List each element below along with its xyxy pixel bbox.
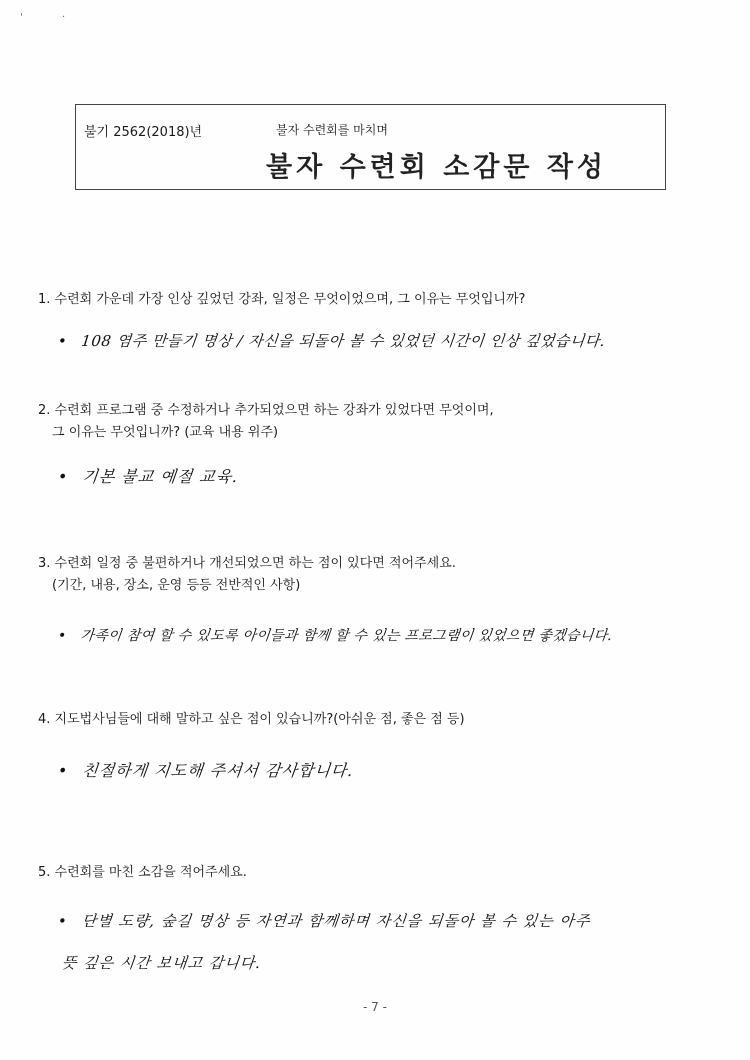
answer-text: 기본 불교 예절 교육. — [81, 467, 240, 486]
title-box — [75, 104, 666, 190]
answer-text: 가족이 참여 할 수 있도록 아이들과 함께 할 수 있는 프로그램이 있었으면 좋겠습니다. — [79, 628, 614, 644]
question-text: 5. 수련회를 마친 소감을 적어주세요. — [38, 865, 247, 880]
question-4 — [38, 709, 465, 731]
answer-bullet: • — [56, 761, 70, 780]
answer-1 — [57, 330, 606, 351]
answer-bullet: • — [57, 628, 68, 644]
answer-bullet: • — [57, 912, 69, 930]
page-number: - 7 - — [363, 1000, 387, 1014]
question-text: 3. 수련회 일정 중 불편하거나 개선되었으면 하는 점이 있다면 적어주세요. — [38, 556, 456, 571]
answer-text: 뜻 깊은 시간 보내고 갑니다. — [61, 954, 263, 972]
question-text: 4. 지도법사님들에 대해 말하고 싶은 점이 있습니까?(아쉬운 점, 좋은 점 등) — [38, 712, 465, 727]
answer-5-line2 — [61, 952, 262, 973]
answer-2 — [57, 464, 240, 487]
document-title: 불자 수련회 소감문 작성 — [266, 152, 608, 183]
answer-bullet: • — [56, 467, 70, 486]
question-text: 2. 수련회 프로그램 중 수정하거나 추가되었으면 하는 강좌가 있었다면 무엇이며, — [38, 403, 494, 418]
answer-text: 친절하게 지도해 주셔서 감사합니다. — [81, 761, 355, 780]
answer-5 — [57, 910, 592, 931]
answer-bullet: • — [57, 332, 69, 350]
question-text-line2: (기간, 내용, 장소, 운영 등등 전반적인 사항) — [52, 578, 301, 593]
answer-text: 단별 도량, 숲길 명상 등 자연과 함께하며 자신을 되돌아 볼 수 있는 아주 — [80, 912, 592, 930]
question-text: 1. 수련회 가운데 가장 인상 깊었던 강좌, 일정은 무엇이었으며, 그 이유는 무엇입니까? — [38, 292, 526, 307]
question-1 — [38, 289, 525, 311]
answer-4 — [57, 758, 355, 781]
answer-3 — [57, 625, 613, 645]
question-3 — [38, 553, 456, 597]
question-2 — [38, 400, 494, 444]
buddhist-year: 불기 2562(2018)년 — [84, 125, 203, 140]
scan-speck: · — [62, 12, 66, 23]
title-subtitle: 불자 수련회를 마치며 — [276, 123, 388, 137]
answer-text: 108 염주 만들기 명상 / 자신을 되돌아 볼 수 있었던 시간이 인상 깊었습니다. — [80, 332, 607, 350]
question-5 — [38, 862, 247, 884]
scan-speck: ' — [20, 12, 23, 23]
question-text-line2: 그 이유는 무엇입니까? (교육 내용 위주) — [52, 425, 279, 440]
